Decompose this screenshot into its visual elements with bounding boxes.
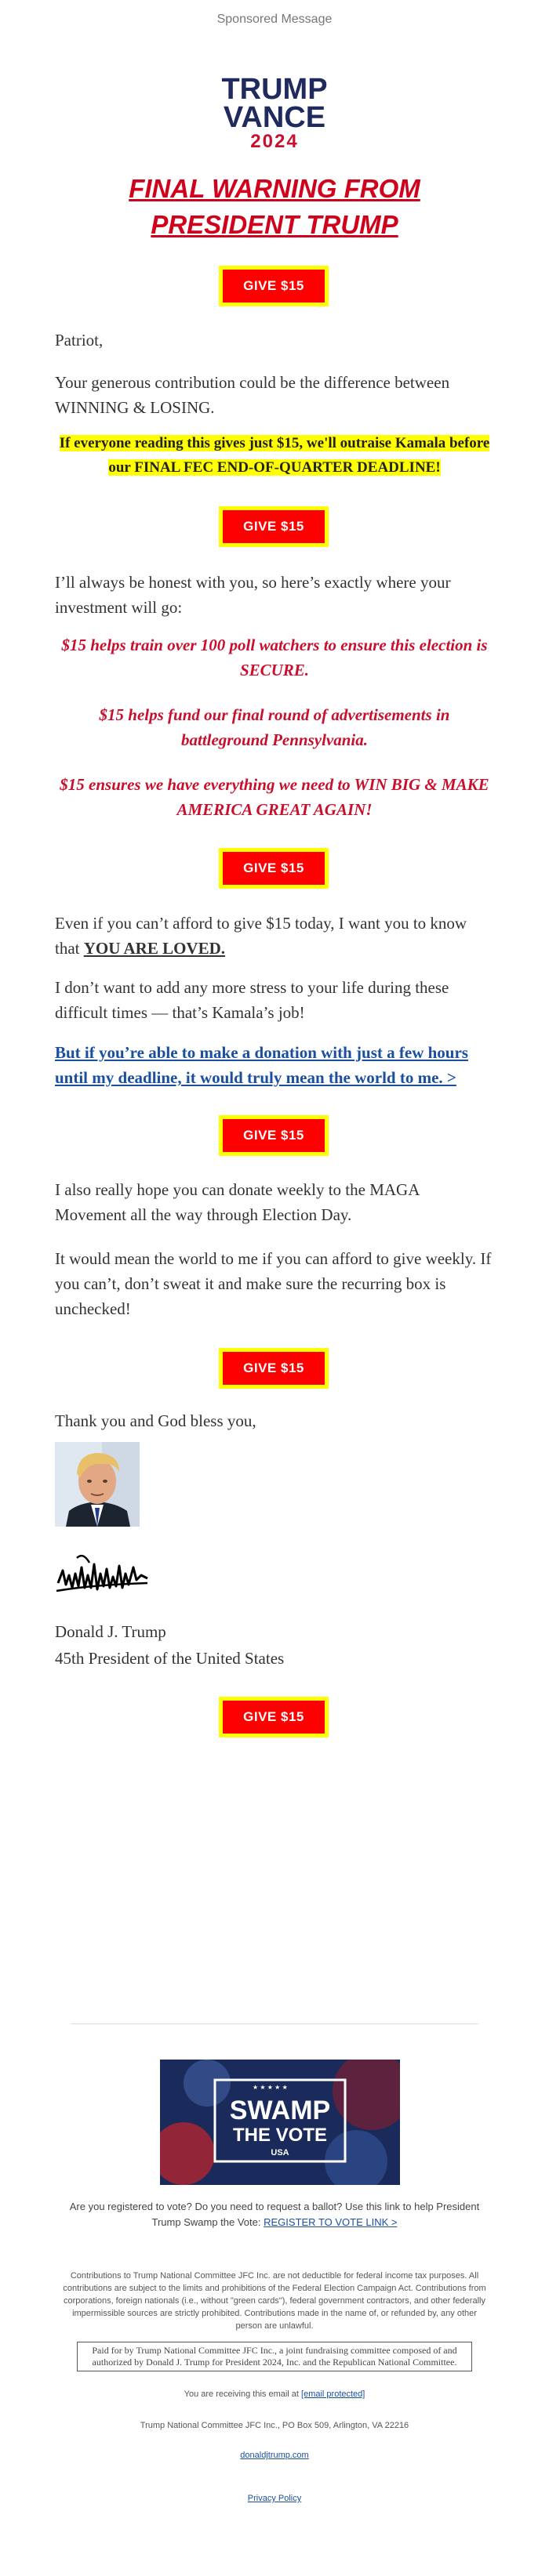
logo-line-year: 2024 xyxy=(250,131,299,152)
banner-line-swamp: SWAMP xyxy=(229,2096,331,2125)
signer-title: 45th President of the United States xyxy=(55,1649,285,1668)
headline: FINAL WARNING FROM PRESIDENT TRUMP xyxy=(129,174,420,239)
banner-graphic xyxy=(160,2060,400,2185)
paragraph-stress: I don’t want to add any more stress to your life during these difficult times — that’s Kamala’s job! xyxy=(55,978,449,1022)
bullet-advertisements: $15 helps fund our final round of advertisements in battleground Pennsylvania. xyxy=(99,705,450,749)
paragraph-loved-text: Even if you can’t afford to give $15 today, I want you to know that xyxy=(55,914,467,958)
bullet-win-big: $15 ensures we have everything we need to WIN BIG & MAKE AMERICA GREAT AGAIN! xyxy=(60,775,489,819)
register-to-vote-link[interactable]: REGISTER TO VOTE LINK > xyxy=(264,2216,398,2228)
recipient-email-link[interactable]: [email protected] xyxy=(301,2389,365,2399)
receiving-text: You are receiving this email at xyxy=(184,2389,302,2399)
closing-line: Thank you and God bless you, xyxy=(55,1411,256,1430)
logo-line-trump: TRUMP xyxy=(221,73,328,106)
greeting: Patriot, xyxy=(55,331,104,350)
give-button-1[interactable]: GIVE $15 xyxy=(219,266,329,306)
banner-line-usa: USA xyxy=(271,2148,289,2158)
register-text: Are you registered to vote? Do you need to request a ballot? Use this link to help President Trump Swamp the Vote: xyxy=(69,2201,480,2228)
sponsored-label: Sponsored Message xyxy=(216,13,333,26)
paragraph-honest: I’ll always be honest with you, so here’s exactly where your investment will go: xyxy=(55,573,451,617)
give-button-6[interactable]: GIVE $15 xyxy=(219,1697,329,1737)
paragraph-weekly: I also really hope you can donate weekly to the MAGA Movement all the way through Election Day. xyxy=(55,1180,420,1224)
donation-link-paragraph[interactable]: But if you’re able to make a donation with just a few hours until my deadline, it would truly mean the world to me. > xyxy=(55,1043,468,1087)
signature-image xyxy=(55,1544,157,1607)
paragraph-winning: Your generous contribution could be the difference between WINNING & LOSING. xyxy=(55,373,450,417)
highlight-text: If everyone reading this gives just $15, we'll outraise Kamala before our FINAL FEC END-OF-QUARTER DEADLINE! xyxy=(59,435,490,476)
receiving-email-line xyxy=(63,2388,486,2400)
trump-vance-logo xyxy=(196,75,353,152)
website-line xyxy=(63,2449,486,2462)
svg-text:★ ★ ★ ★ ★: ★ ★ ★ ★ ★ xyxy=(253,2084,288,2091)
privacy-line xyxy=(63,2492,486,2505)
paid-for-box: Paid for by Trump National Committee JFC Inc., a joint fundraising committee composed of and authorized by Donald J. Trump for President 2024, Inc. and the Republican National Committee. xyxy=(77,2342,472,2371)
banner-line-the-vote: THE VOTE xyxy=(232,2125,328,2146)
privacy-policy-link[interactable]: Privacy Policy xyxy=(247,2494,302,2503)
logo-line-vance: VANCE xyxy=(223,101,326,134)
give-button-3[interactable]: GIVE $15 xyxy=(219,848,329,889)
give-button-2[interactable]: GIVE $15 xyxy=(219,506,329,547)
highlight-callout xyxy=(55,431,494,480)
give-button-4[interactable]: GIVE $15 xyxy=(219,1115,329,1156)
paragraph-loved xyxy=(55,911,494,961)
you-are-loved: YOU ARE LOVED. xyxy=(83,939,226,958)
president-photo xyxy=(55,1442,140,1527)
register-paragraph xyxy=(63,2199,486,2230)
bullet-poll-watchers: $15 helps train over 100 poll watchers to ensure this election is SECURE. xyxy=(61,636,488,679)
swamp-the-vote-banner[interactable] xyxy=(160,2060,400,2185)
signer-name: Donald J. Trump xyxy=(55,1622,166,1641)
portrait-image xyxy=(55,1442,140,1527)
footer-divider xyxy=(71,2023,478,2024)
website-link[interactable]: donaldjtrump.com xyxy=(240,2451,309,2460)
paragraph-recurring: It would mean the world to me if you can afford to give weekly. If you can’t, don’t sweat it and make sure the recurring box is unchecked! xyxy=(55,1249,492,1318)
give-button-5[interactable]: GIVE $15 xyxy=(219,1348,329,1389)
disclaimer-text: Contributions to Trump National Committee JFC Inc. are not deductible for federal income tax purposes. All contributions are subject to the limits and prohibitions of the Federal Election Campaign Act. Contributions from corporations, foreign nationals (i.e., without "green cards"), federal government contractors, and other federally impermissible sources are strictly prohibited. Contributions made in the name of, or refunded by, any other person are unlawful. xyxy=(63,2271,486,2331)
mailing-address: Trump National Committee JFC Inc., PO Box 509, Arlington, VA 22216 xyxy=(140,2421,409,2430)
signature-drawing xyxy=(55,1544,157,1607)
